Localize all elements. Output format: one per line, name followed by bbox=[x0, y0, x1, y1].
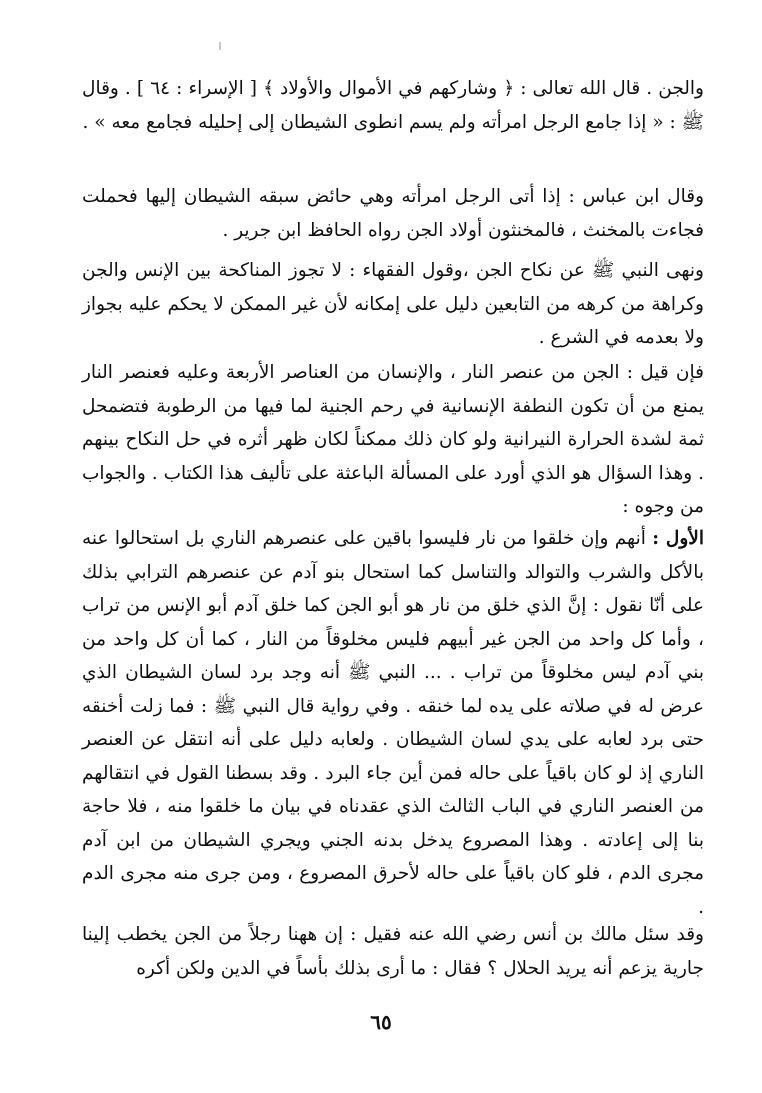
paragraph-text: فإن قيل : الجن من عنصر النار ، والإنسان من العناصر الأربعة وعليه فعنصر النار يمنع من أن تكون النطفة الإنسانية في رحم الجنية لما فيها من الرطوبة فتضمحل ثمة لشدة الحرارة النيرانية ولو كان ذلك ممكناً لكان ظهر أثره في حل النكاح بينهم . وهذا السؤال هو الذي أورد على المسألة الباعثة على تأليف هذا الكتاب . والجواب من وجوه : bbox=[82, 362, 704, 517]
page-number: ٦٥ bbox=[370, 1010, 392, 1034]
paragraph-ibn-abbas bbox=[82, 180, 704, 247]
paragraph-text: وقد سئل مالك بن أنس رضي الله عنه فقيل : إن ههنا رجلاً من الجن يخطب إلينا جارية يزعم أنه يريد الحلال ؟ فقال : ما أرى بذلك بأساً في الدين ولكن أكره bbox=[82, 924, 704, 979]
paragraph-prohibition bbox=[82, 254, 704, 355]
paragraph-quran-verse bbox=[82, 72, 704, 139]
paragraph-text: ونهى النبي ﷺ عن نكاح الجن ،وقول الفقهاء : لا تجوز المناكحة بين الإنس والجن وكراهة من كرهه من التابعين دليل على إمكانه لأن غير الممكن لا يحكم عليه بجواز ولا بعدمه في الشرع . bbox=[82, 260, 704, 348]
paragraph-text: والجن . قال الله تعالى : ﴿ وشاركهم في الأموال والأولاد ﴾ [ الإسراء : ٦٤ ] . وقال ﷺ : « إذا جامع الرجل امرأته ولم يسم انطوى الشيطان إلى إحليله فجامع معه » . bbox=[82, 78, 704, 133]
paragraph-objection bbox=[82, 356, 704, 524]
paragraph-text: أنهم وإن خلقوا من نار فليسوا باقين على عنصرهم الناري بل استحالوا عنه بالأكل والشرب والتوالد والتناسل كما استحال بنو آدم عن عنصرهم الترابي بذلك على أنّا نقول : إنَّ الذي خلق من نار هو أبو الجن كما خلق آدم أبو الإنس من تراب ، وأما كل واحد من الجن غير أبيهم فليس مخلوقاً من النار ، كما أن كل واحد من بني آدم ليس مخلوقاً من تراب . ... النبي ﷺ أنه وجد برد لسان الشيطان الذي عرض له في صلاته على يده لما خنقه . وفي رواية قال النبي ﷺ : فما زلت أخنقه حتى برد لعابه على يدي لسان الشيطان . ولعابه دليل على أنه انتقل عن العنصر الناري إذ لو كان باقياً على حاله فمن أين جاء البرد . وقد بسطنا القول في انتقالهم من العنصر الناري في الباب الثالث الذي عقدناه في بيان ما خلقوا منه ، فلا حاجة بنا إلى إعادته . وهذا المصروع يدخل بدنه الجني ويجري الشيطان من ابن آدم مجرى الدم ، فلو كان باقياً على حاله لأحرق المصروع ، ومن جرى منه مجرى الدم . bbox=[82, 528, 704, 918]
paragraph-lead: الأول : bbox=[652, 528, 704, 549]
scan-speck bbox=[219, 42, 221, 50]
paragraph-first-answer bbox=[82, 522, 704, 924]
paragraph-text: وقال ابن عباس : إذا أتى الرجل امرأته وهي حائض سبقه الشيطان إليها فحملت فجاءت بالمخنث ، فالمخنثون أولاد الجن رواه الحافظ ابن جرير . bbox=[82, 186, 704, 241]
paragraph-malik bbox=[82, 918, 704, 985]
